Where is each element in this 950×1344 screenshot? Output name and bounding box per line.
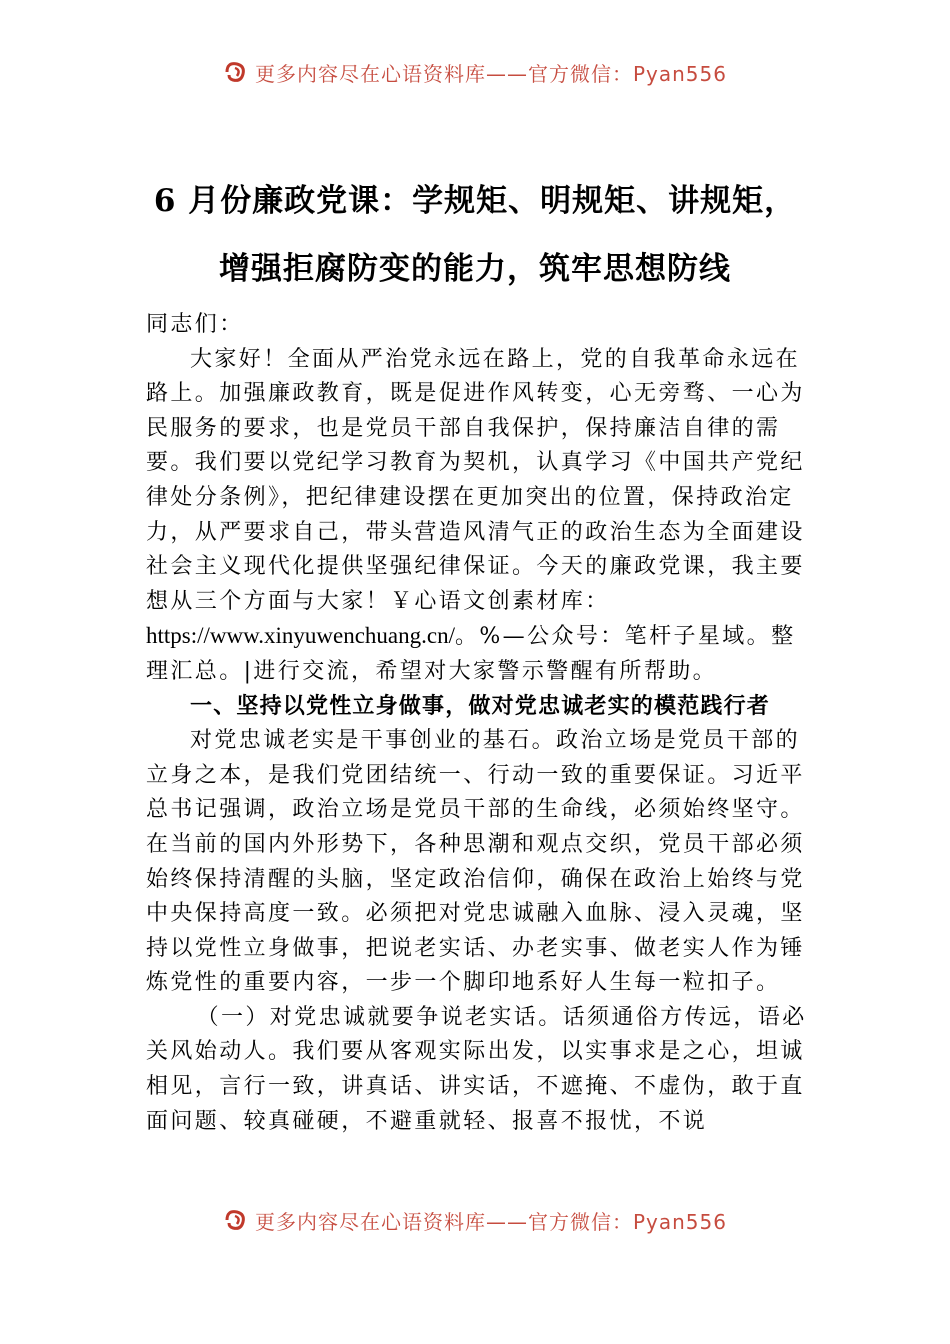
intro-text-end: 。%—公众号：笔杆子星域。整理汇总。|进行交流，希望对大家警示警醒有所帮助。: [146, 624, 796, 684]
logo-icon: [223, 1206, 251, 1234]
page-title-line-1: 6 月份廉政党课：学规矩、明规矩、讲规矩，: [153, 183, 797, 219]
watermark-banner-bottom: [0, 1200, 950, 1240]
document-body: [146, 308, 810, 1139]
watermark-banner-top: [0, 52, 950, 92]
salutation: 同志们：: [146, 312, 244, 337]
logo-icon: [223, 58, 251, 86]
page-title-line-2: 增强拒腐防变的能力，筑牢思想防线: [219, 251, 731, 287]
subsection-1-paragraph: （一）对党忠诚就要争说老实话。话须通俗方传远，语必关风始动人。我们要从客观实际出发，以实事求是之心，坦诚相见，言行一致，讲真话、讲实话，不遮掩、不虚伪，敢于直面问题、较真碰硬，不避重就轻、报喜不报忧，不说: [146, 1004, 807, 1134]
watermark-text: 更多内容尽在心语资料库——官方微信：Pyan556: [254, 1209, 727, 1234]
watermark-text: 更多内容尽在心语资料库——官方微信：Pyan556: [254, 61, 727, 86]
section-1-heading: 一、坚持以党性立身做事，做对党忠诚老实的模范践行者: [190, 693, 771, 719]
intro-url-link[interactable]: https://www.xinyuwenchuang.cn/: [146, 623, 455, 649]
intro-paragraph: [146, 343, 810, 690]
section-1-paragraph: 对党忠诚老实是干事创业的基石。政治立场是党员干部的立身之本，是我们党团结统一、行动一致的重要保证。习近平总书记强调，政治立场是党员干部的生命线，必须始终坚守。在当前的国内外形势下，各种思潮和观点交织，党员干部必须始终保持清醒的头脑，坚定政治信仰，确保在政治上始终与党中央保持高度一致。必须把对党忠诚融入血脉、浸入灵魂，坚持以党性立身做事，把说老实话、办老实事、做老实人作为锤炼党性的重要内容，一步一个脚印地系好人生每一粒扣子。: [146, 728, 805, 996]
intro-text: 大家好！全面从严治党永远在路上，党的自我革命永远在路上。加强廉政教育，既是促进作风转变，心无旁骛、一心为民服务的要求，也是党员干部自我保护，保持廉洁自律的需要。我们要以党纪学习教育为契机，认真学习《中国共产党纪律处分条例》，把纪律建设摆在更加突出的位置，保持政治定力，从严要求自己，带头营造风清气正的政治生态为全面建设社会主义现代化提供坚强纪律保证。今天的廉政党课，我主要想从三个方面与大家！￥心语文创素材库：: [146, 346, 805, 614]
